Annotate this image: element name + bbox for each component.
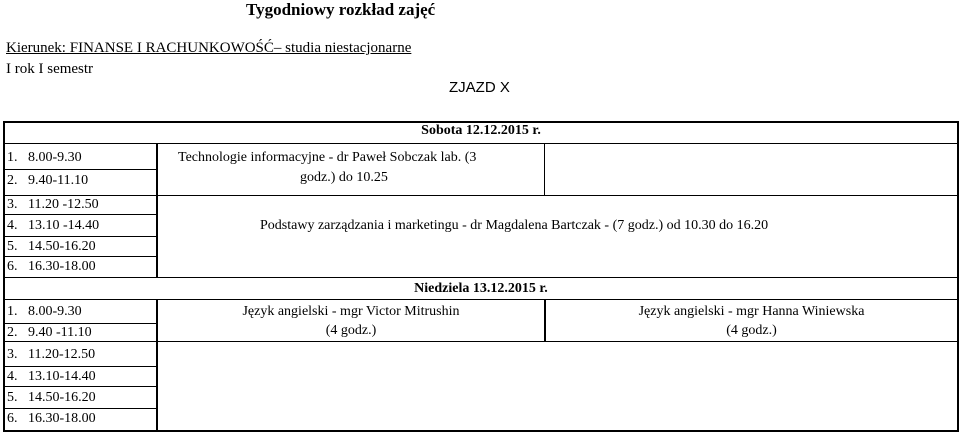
- sun-slot-2: [7, 325, 92, 341]
- sunday-heading: Niedziela 13.12.2015 r.: [414, 281, 548, 296]
- slot-time: 9.40-11.10: [28, 173, 89, 188]
- slot-time: 14.50-16.20: [28, 239, 96, 254]
- slot-time: 8.00-9.30: [28, 304, 82, 319]
- zjazd-label: ZJAZD X: [449, 79, 510, 96]
- slot-time: 8.00-9.30: [28, 150, 82, 165]
- slot-time: 9.40 -11.10: [28, 325, 92, 340]
- sun-class-right-line2: (4 godz.): [726, 323, 777, 338]
- slot-num: 5.: [7, 239, 18, 254]
- slot-time: 16.30-18.00: [28, 259, 96, 274]
- sat-slot-6: [7, 259, 96, 275]
- slot-num: 2.: [7, 173, 18, 188]
- page-title: Tygodniowy rozkład zajęć: [246, 0, 436, 19]
- slot-num: 4.: [7, 369, 18, 384]
- rok-label: I rok I semestr: [6, 61, 94, 77]
- slot-num: 1.: [7, 304, 18, 319]
- slot-num: 1.: [7, 150, 18, 165]
- sun-slot-4: [7, 369, 96, 385]
- sun-slot-5: [7, 390, 96, 406]
- sun-class-right-line1: Język angielski - mgr Hanna Winiewska: [638, 304, 865, 319]
- slot-num: 3.: [7, 347, 18, 362]
- sun-class-left-line2: (4 godz.): [325, 323, 377, 338]
- slot-time: 13.10-14.40: [28, 369, 96, 384]
- slot-num: 3.: [7, 197, 18, 212]
- sat-class-1-line1: Technologie informacyjne - dr Paweł Sobczak lab. (3: [178, 150, 477, 165]
- slot-time: 11.20 -12.50: [28, 197, 99, 212]
- sat-class-1-line2: godz.) do 10.25: [300, 170, 388, 185]
- sun-slot-1: [7, 304, 82, 320]
- slot-num: 6.: [7, 411, 18, 426]
- sat-slot-1: [7, 150, 82, 166]
- slot-num: 6.: [7, 259, 18, 274]
- slot-num: 5.: [7, 390, 18, 405]
- slot-num: 4.: [7, 218, 18, 233]
- kierunek-label: Kierunek: FINANSE I RACHUNKOWOŚĆ– studia niestacjonarne: [6, 40, 412, 56]
- sat-slot-3: [7, 197, 99, 213]
- slot-time: 16.30-18.00: [28, 411, 96, 426]
- sun-slot-3: [7, 347, 95, 363]
- saturday-heading: Sobota 12.12.2015 r.: [421, 123, 541, 138]
- slot-time: 14.50-16.20: [28, 390, 96, 405]
- sun-slot-6: [7, 411, 96, 427]
- sat-class-2: Podstawy zarządzania i marketingu - dr Magdalena Bartczak - (7 godz.) od 10.30 do 16.20: [260, 218, 769, 233]
- slot-time: 11.20-12.50: [28, 347, 96, 362]
- sat-slot-2: [7, 173, 88, 189]
- slot-time: 13.10 -14.40: [28, 218, 100, 233]
- slot-num: 2.: [7, 325, 18, 340]
- sun-class-left-line1: Język angielski - mgr Victor Mitrushin: [242, 304, 460, 319]
- sat-slot-5: [7, 239, 96, 255]
- sat-slot-4: [7, 218, 99, 234]
